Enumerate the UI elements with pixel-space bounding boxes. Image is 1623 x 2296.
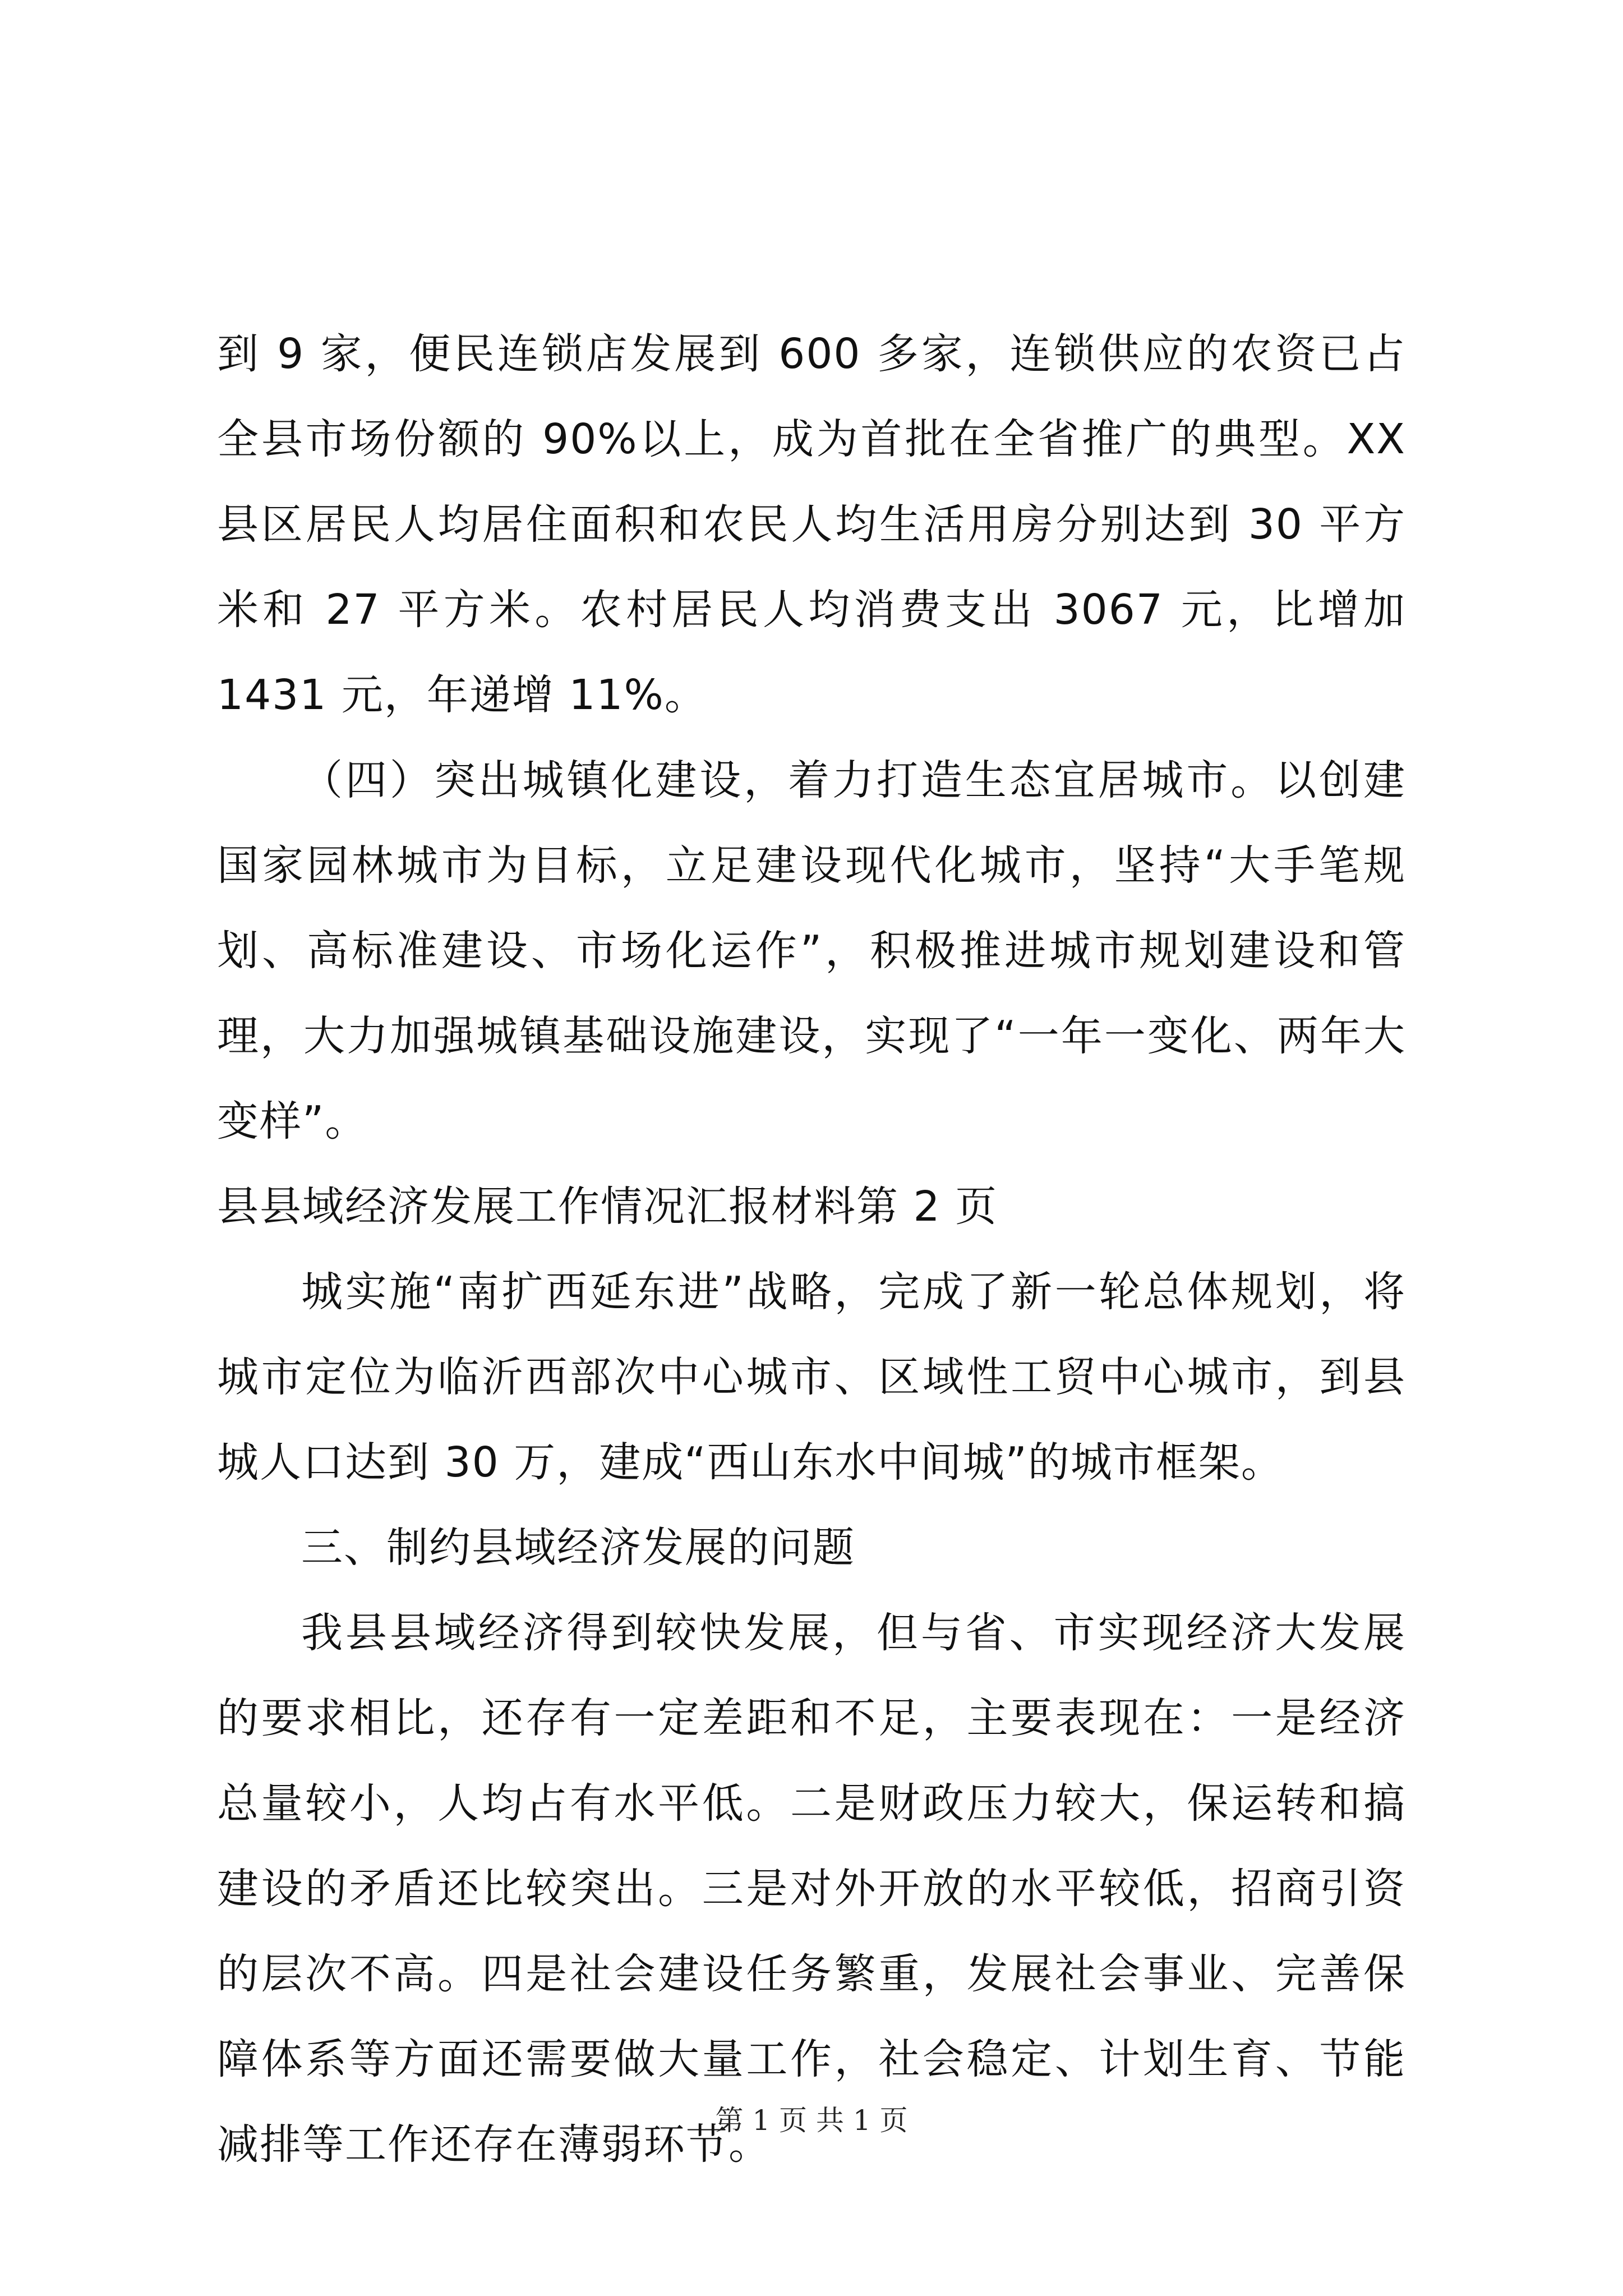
paragraph-city-strategy: 城实施“南扩西延东进”战略，完成了新一轮总体规划，将城市定位为临沂西部次中心城市、区域性工贸中心城市，到县城人口达到 30 万，建成“西山东水中间城”的城市框架。 <box>217 1268 1406 1487</box>
paragraph-continuation: 到 9 家，便民连锁店发展到 600 多家，连锁供应的农资已占全县市场份额的 90%以上，成为首批在全省推广的典型。XX 县区居民人均居住面积和农民人均生活用房分别达到 30 平方米和 27 平方米。农村居民人均消费支出 3067 元，比增加 1431 元，年递增 11%。 <box>217 330 1406 719</box>
document-body <box>217 311 1406 2187</box>
section-heading-problems: 三、制约县域经济发展的问题 <box>301 1524 855 1572</box>
paragraph-section-four: （四）突出城镇化建设，着力打造生态宜居城市。以创建国家园林城市为目标，立足建设现代化城市，坚持“大手笔规划、高标准建设、市场化运作”，积极推进城市规划建设和管理，大力加强城镇基础设施建设，实现了“一年一变化、两年大变样”。 <box>217 756 1406 1145</box>
page-break-title: 县县域经济发展工作情况汇报材料第 2 页 <box>217 1182 998 1231</box>
paragraph-problems: 我县县域经济得到较快发展，但与省、市实现经济大发展的要求相比，还存有一定差距和不足，主要表现在：一是经济总量较小，人均占有水平低。二是财政压力较大，保运转和搞建设的矛盾还比较突出。三是对外开放的水平较低，招商引资的层次不高。四是社会建设任务繁重，发展社会事业、完善保障体系等方面还需要做大量工作，社会稳定、计划生育、节能减排等工作还存在薄弱环节。 <box>217 1609 1406 2169</box>
page-footer: 第 1 页 共 1 页 <box>715 2104 908 2137</box>
